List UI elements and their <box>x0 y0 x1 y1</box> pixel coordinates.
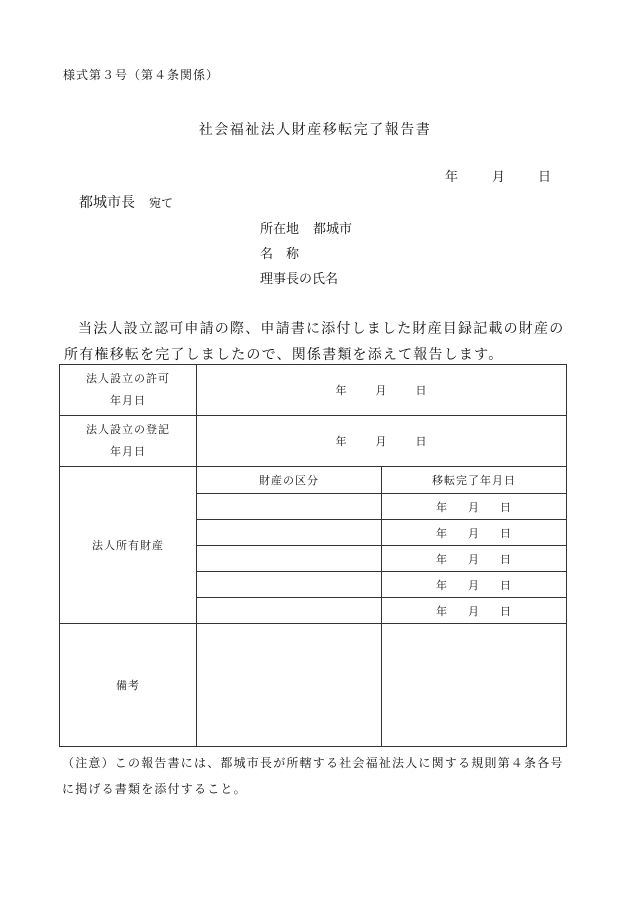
body-paragraph: 当法人設立認可申請の際、申請書に添付しました財産目録記載の財産の所有権移転を完了しましたので、関係書類を添えて報告します。 <box>64 321 565 363</box>
col-transfer-date-header: 移転完了年月日 <box>382 467 567 494</box>
property-transfer-date-cell[interactable]: 年 月 日 <box>382 572 567 598</box>
registration-date-label: 法人設立の登記 年月日 <box>60 416 197 467</box>
body-text <box>64 316 570 368</box>
permit-date-value[interactable]: 年 月 日 <box>197 365 567 416</box>
remarks-label: 備考 <box>60 624 197 747</box>
remarks-row <box>60 624 567 747</box>
col-category-header: 財産の区分 <box>197 467 382 494</box>
remarks-cell-left[interactable] <box>197 624 382 747</box>
location-label: 所在地 <box>260 222 300 237</box>
property-category-cell[interactable] <box>197 494 382 520</box>
property-category-cell[interactable] <box>197 598 382 624</box>
property-transfer-date-cell[interactable]: 年 月 日 <box>382 546 567 572</box>
row-establishment-permit <box>60 365 567 416</box>
document-title: 社会福祉法人財産移転完了報告書 <box>198 122 432 138</box>
date-year: 年 <box>445 170 459 185</box>
note <box>62 750 572 802</box>
property-category-cell[interactable] <box>197 520 382 546</box>
date-day: 日 <box>538 170 552 185</box>
remarks-cell-right[interactable] <box>382 624 567 747</box>
permit-date-label: 法人設立の許可 年月日 <box>60 365 197 416</box>
property-category-cell[interactable] <box>197 572 382 598</box>
property-label: 法人所有財産 <box>60 467 197 624</box>
property-transfer-date-cell[interactable]: 年 月 日 <box>382 598 567 624</box>
property-header-row <box>60 467 567 494</box>
addressee-name: 都城市長 <box>79 195 135 211</box>
addressee-suffix: 宛て <box>149 196 174 210</box>
sender-name-label: 名 称 <box>260 247 300 262</box>
form-number: 様式第３号（第４条関係） <box>63 68 220 82</box>
registration-date-value[interactable]: 年 月 日 <box>197 416 567 467</box>
addressee <box>79 192 173 212</box>
note-text: （注意）この報告書には、都城市長が所轄する社会福祉法人に関する規則第４条各号に掲げる書類を添付すること。 <box>62 756 564 796</box>
report-table <box>59 364 567 747</box>
property-category-cell[interactable] <box>197 546 382 572</box>
sender-chair-label: 理事長の氏名 <box>260 272 339 287</box>
date-month: 月 <box>492 170 506 185</box>
row-establishment-registration <box>60 416 567 467</box>
property-transfer-date-cell[interactable]: 年 月 日 <box>382 520 567 546</box>
sender-location <box>260 218 352 237</box>
property-transfer-date-cell[interactable]: 年 月 日 <box>382 494 567 520</box>
location-value: 都城市 <box>313 222 353 237</box>
